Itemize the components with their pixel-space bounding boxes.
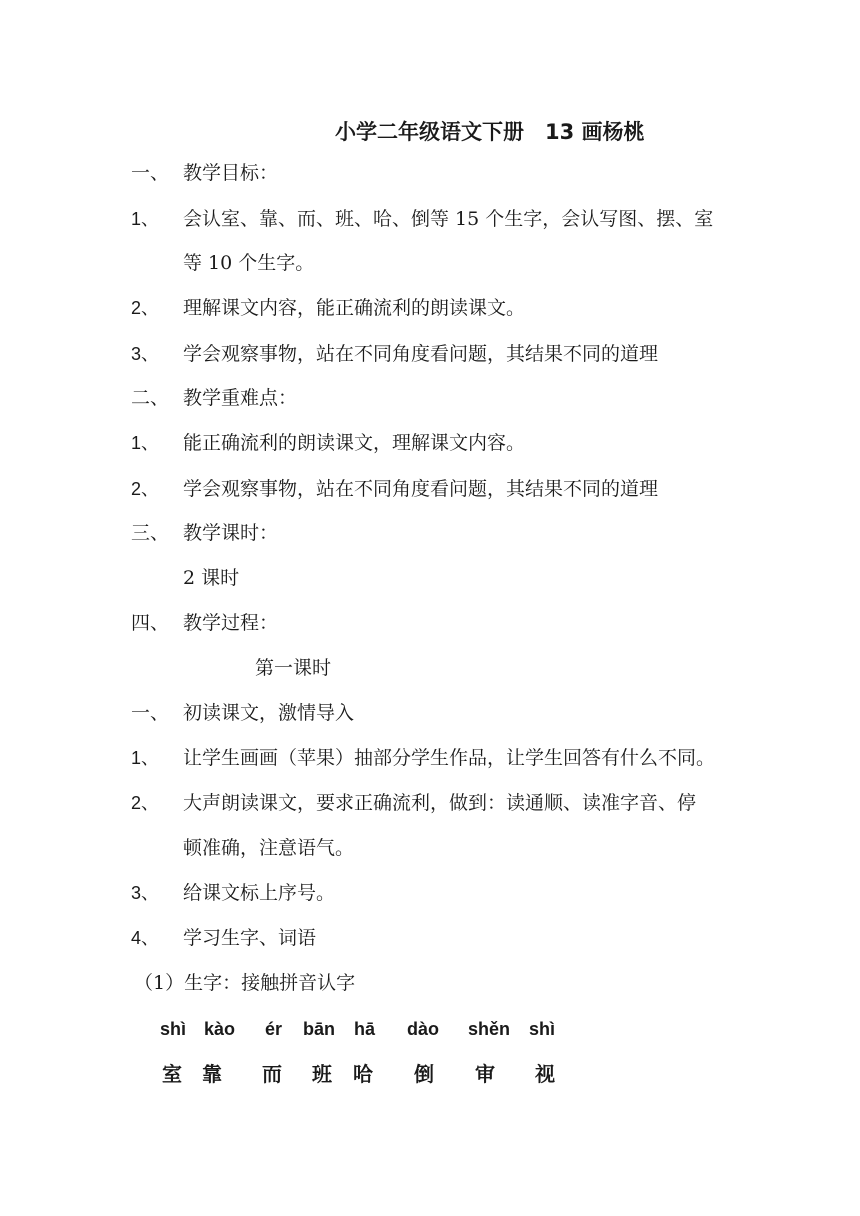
- section-marker: 三、: [131, 522, 170, 544]
- section-marker: 二、: [131, 387, 170, 409]
- item-text: 学习生字、词语: [183, 927, 317, 949]
- lesson-subheading: 第一课时: [255, 657, 332, 679]
- pinyin-label: shěn: [468, 1019, 511, 1039]
- hanzi-character: 班: [312, 1062, 332, 1086]
- item-text: 大声朗读课文，要求正确流利，做到：读通顺、读准字音、停: [183, 792, 697, 814]
- item-marker: 2、: [131, 479, 160, 499]
- section-heading: 教学课时：: [183, 522, 279, 544]
- item-marker: 1、: [131, 748, 160, 768]
- item-marker: 1、: [131, 209, 160, 229]
- item-text: 理解课文内容，能正确流利的朗读课文。: [183, 297, 526, 319]
- item-text: 给课文标上序号。: [183, 882, 336, 904]
- section-marker: 一、: [131, 162, 170, 184]
- section-marker: 一、: [131, 702, 170, 724]
- hanzi-character: 靠: [202, 1062, 222, 1086]
- item-text: 会认室、靠、而、班、哈、倒等 15 个生字，会认写图、摆、室: [183, 208, 714, 230]
- item-text: 学会观察事物，站在不同角度看问题，其结果不同的道理: [183, 343, 659, 365]
- pinyin-label: hā: [354, 1019, 376, 1039]
- item-marker: 2、: [131, 793, 160, 813]
- section-heading: 教学过程：: [183, 612, 279, 634]
- lesson-count: 2 课时: [183, 567, 240, 589]
- hanzi-character: 审: [475, 1062, 495, 1086]
- item-marker: 4、: [131, 928, 160, 948]
- hanzi-character: 视: [535, 1062, 555, 1086]
- item-text-continuation: 顿准确，注意语气。: [183, 837, 355, 859]
- item-marker: 3、: [131, 344, 160, 364]
- pinyin-label: shì: [160, 1019, 187, 1039]
- sub-item-text: （1）生字：接触拼音认字: [134, 972, 356, 994]
- item-text: 能正确流利的朗读课文，理解课文内容。: [183, 432, 526, 454]
- item-text: 学会观察事物，站在不同角度看问题，其结果不同的道理: [183, 478, 659, 500]
- item-text: 让学生画画（苹果）抽部分学生作品，让学生回答有什么不同。: [183, 747, 716, 769]
- item-marker: 2、: [131, 298, 160, 318]
- hanzi-character: 哈: [353, 1062, 373, 1086]
- pinyin-label: bān: [303, 1019, 336, 1039]
- document-title: 小学二年级语文下册 13 画杨桃: [335, 120, 645, 144]
- item-text-continuation: 等 10 个生字。: [183, 252, 315, 274]
- hanzi-character: 倒: [414, 1062, 434, 1086]
- pinyin-label: ér: [265, 1019, 283, 1039]
- pinyin-label: dào: [407, 1019, 440, 1039]
- section-heading: 初读课文，激情导入: [183, 702, 355, 724]
- pinyin-label: shì: [529, 1019, 556, 1039]
- item-marker: 1、: [131, 433, 160, 453]
- item-marker: 3、: [131, 883, 160, 903]
- hanzi-character: 而: [262, 1062, 282, 1086]
- hanzi-character: 室: [162, 1062, 182, 1086]
- section-heading: 教学目标：: [183, 162, 279, 184]
- section-heading: 教学重难点：: [183, 387, 298, 409]
- section-marker: 四、: [131, 612, 170, 634]
- pinyin-label: kào: [204, 1019, 236, 1039]
